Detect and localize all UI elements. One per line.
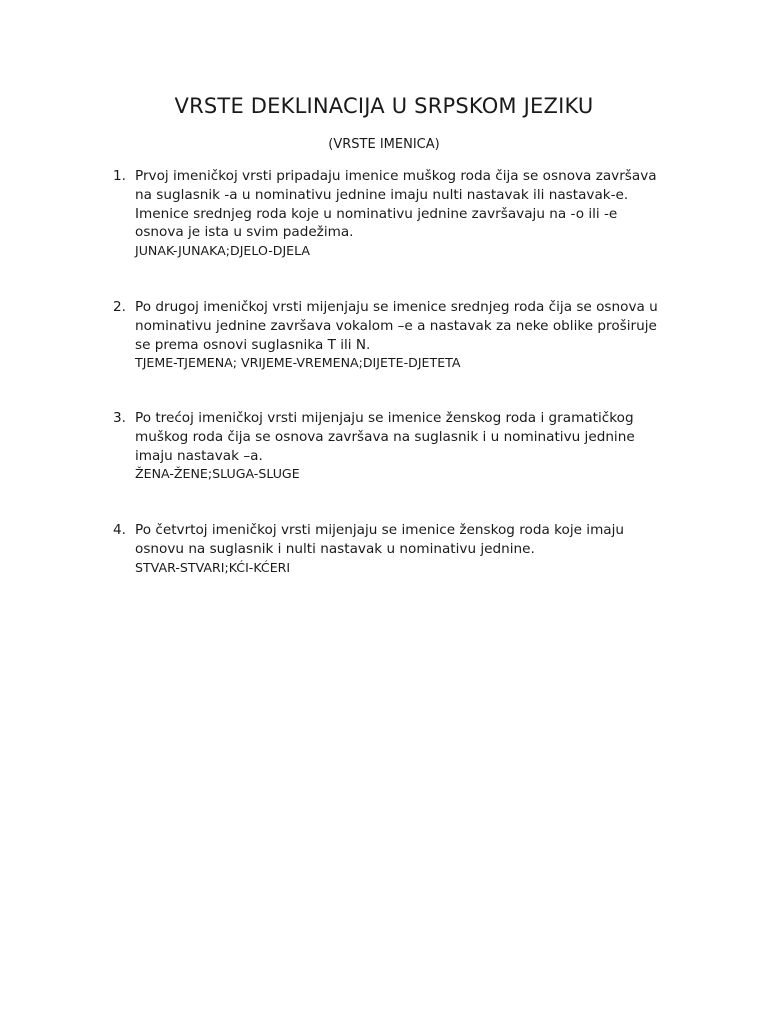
list-item-body [135,298,675,373]
list-item-line: Prvoj imeničkoj vrsti pripadaju imenice muškog roda čija se osnova završava [135,168,657,184]
list-item-line: na suglasnik -a u nominativu jednine imaju nulti nastavak ili nastavak-e. [135,186,629,203]
list-item-line: Po drugoj imeničkoj vrsti mijenjaju se imenice srednjeg roda čija se osnova u [135,299,658,315]
list-item-line: imaju nastavak –a. [135,447,263,464]
list-item-line: osnova je ista u svim padežima. [135,224,354,241]
list-item-example: JUNAK-JUNAKA;DJELO-DJELA [135,243,311,259]
list-item-line: se prema osnovi suglasnika T ili N. [135,336,371,353]
list-item-line: Po trećoj imeničkoj vrsti mijenjaju se imenice ženskog roda i gramatičkog [135,410,634,426]
document-title: VRSTE DEKLINACIJA U SRPSKOM JEZIKU [174,94,594,118]
list-item-body [135,409,675,484]
list-item-line: Po četvrtoj imeničkoj vrsti mijenjaju se imenice ženskog roda koje imaju [135,522,625,538]
list-item-line: Imenice srednjeg roda koje u nominativu jednine završavaju na -o ili -e [135,205,618,222]
list-item-number: 2. [113,299,126,315]
document-subtitle: (VRSTE IMENICA) [328,137,440,152]
list-item-number: 3. [113,410,126,426]
list-item-number: 1. [113,168,126,184]
list-item-example: STVAR-STVARI;KĆI-KĆERI [135,559,291,575]
list-item-line: muškog roda čija se osnova završava na suglasnik i u nominativu jednine [135,428,635,445]
list-item-example: TJEME-TJEMENA; VRIJEME-VREMENA;DIJETE-DJETETA [135,355,461,371]
list-item-line: osnovu na suglasnik i nulti nastavak u nominativu jednine. [135,540,535,557]
list-item-line: nominativu jednine završava vokalom –e a nastavak za neke oblike proširuje [135,317,657,334]
list-item-body [135,521,675,577]
list-item-number: 4. [113,522,126,538]
list-item-example: ŽENA-ŽENE;SLUGA-SLUGE [135,466,300,482]
list-item-body [135,167,675,261]
